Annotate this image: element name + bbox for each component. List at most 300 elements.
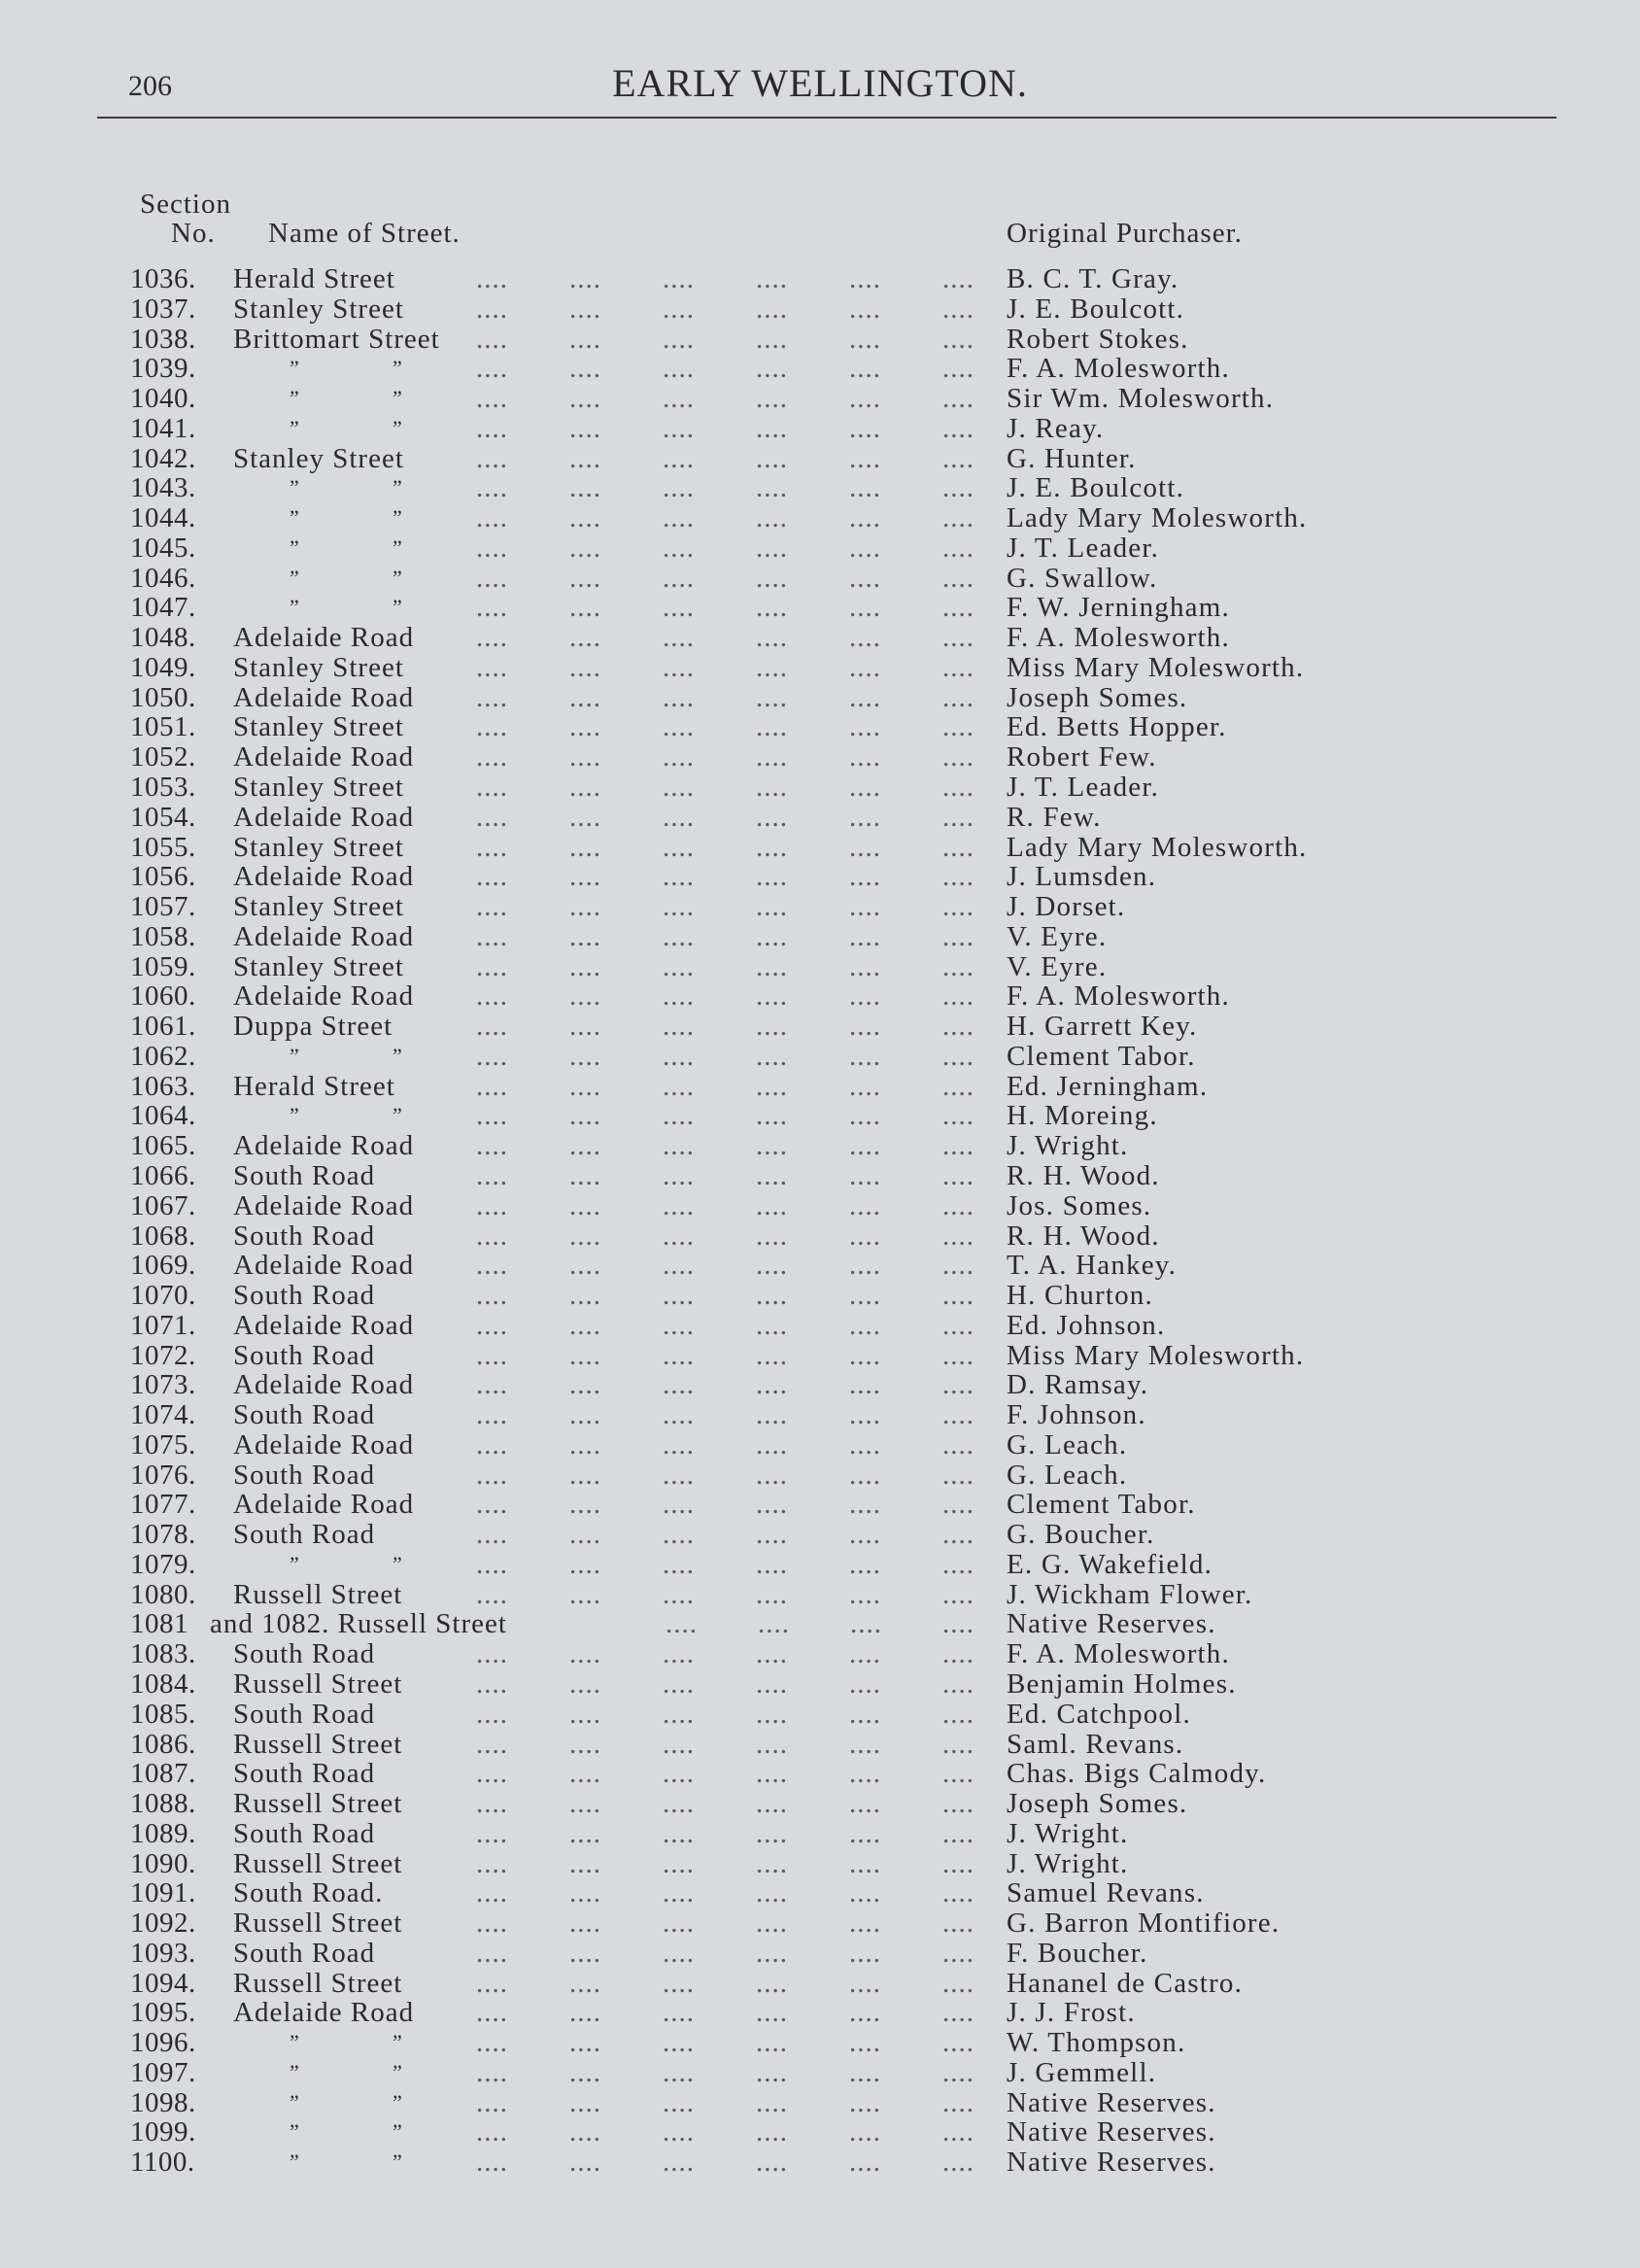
leader-dots: .... .... .... .... .... .... xyxy=(476,1667,974,1700)
original-purchaser: Clement Tabor. xyxy=(1007,1489,1196,1521)
original-purchaser: J. Wright. xyxy=(1007,1817,1129,1849)
table-row xyxy=(0,294,1640,325)
original-purchaser: B. C. T. Gray. xyxy=(1007,263,1179,294)
leader-dots: .... .... .... .... .... .... xyxy=(476,1100,974,1132)
original-purchaser: J. E. Boulcott. xyxy=(1007,472,1185,504)
street-name: Stanley Street xyxy=(233,651,404,683)
section-number: 1060. xyxy=(130,980,196,1013)
street-name: South Road xyxy=(233,1459,376,1491)
table-row xyxy=(0,1490,1640,1520)
street-name: Duppa Street xyxy=(233,1011,393,1043)
original-purchaser: T. A. Hankey. xyxy=(1007,1250,1178,1282)
section-number: 1069. xyxy=(130,1250,196,1282)
street-name: Adelaide Road xyxy=(233,681,415,713)
street-name: Stanley Street xyxy=(233,711,404,743)
original-purchaser: Native Reserves. xyxy=(1007,2147,1216,2179)
street-name: Adelaide Road xyxy=(233,920,415,952)
leader-dots: .... .... .... .... .... .... xyxy=(476,1011,974,1043)
table-row xyxy=(0,1311,1640,1341)
table-row xyxy=(0,1700,1640,1730)
leader-dots: .... .... .... .... .... .... xyxy=(476,1907,974,1940)
street-name: Stanley Street xyxy=(233,950,404,982)
street-name: Russell Street xyxy=(233,1967,403,1999)
original-purchaser: E. G. Wakefield. xyxy=(1007,1548,1213,1580)
section-number: 1073. xyxy=(130,1369,196,1401)
street-name: Adelaide Road xyxy=(233,622,415,654)
leader-dots: .... .... .... .... .... .... xyxy=(476,950,974,982)
street-name: Stanley Street xyxy=(233,891,404,923)
section-number: 1064. xyxy=(130,1100,196,1132)
original-purchaser: J. E. Boulcott. xyxy=(1007,292,1185,325)
section-number: 1042. xyxy=(130,442,196,474)
section-number: 1077. xyxy=(130,1489,196,1521)
section-number: 1095. xyxy=(130,1997,196,2029)
ditto-mark-1: ” xyxy=(290,1551,299,1576)
table-row xyxy=(0,1789,1640,1819)
street-name: Adelaide Road xyxy=(233,980,415,1013)
table-row xyxy=(0,1908,1640,1939)
column-header-section: Section xyxy=(140,189,231,220)
table-row xyxy=(0,444,1640,474)
section-number: 1051. xyxy=(130,711,196,743)
original-purchaser: G. Boucher. xyxy=(1007,1519,1155,1551)
street-name: Adelaide Road xyxy=(233,1428,415,1460)
street-name: Adelaide Road xyxy=(233,1489,415,1521)
original-purchaser: J. T. Leader. xyxy=(1007,772,1160,804)
street-name: South Road xyxy=(233,1339,376,1371)
leader-dots: .... .... .... .... xyxy=(666,1608,974,1640)
table-row xyxy=(0,503,1640,533)
original-purchaser: F. A. Molesworth. xyxy=(1007,1638,1230,1670)
street-name: Adelaide Road xyxy=(233,741,415,773)
street-name: Stanley Street xyxy=(233,772,404,804)
leader-dots: .... .... .... .... .... .... xyxy=(476,1519,974,1551)
original-purchaser: Robert Stokes. xyxy=(1007,323,1189,355)
ditto-mark-1: ” xyxy=(290,2149,299,2175)
street-name: Stanley Street xyxy=(233,442,404,474)
table-row xyxy=(0,414,1640,444)
section-number: 1081 xyxy=(130,1608,188,1640)
street-name: South Road xyxy=(233,1399,376,1431)
section-number: 1044. xyxy=(130,502,196,534)
leader-dots: .... .... .... .... .... .... xyxy=(476,1309,974,1341)
section-number: 1099. xyxy=(130,2116,196,2148)
ditto-mark-1: ” xyxy=(290,1043,299,1068)
leader-dots: .... .... .... .... .... .... xyxy=(476,1728,974,1760)
original-purchaser: Ed. Jerningham. xyxy=(1007,1070,1209,1102)
table-row xyxy=(0,325,1640,355)
original-purchaser: J. Wright. xyxy=(1007,1847,1129,1879)
original-purchaser: J. Wickham Flower. xyxy=(1007,1578,1253,1610)
table-row xyxy=(0,653,1640,683)
street-name: Herald Street xyxy=(233,263,395,294)
table-row xyxy=(0,1131,1640,1161)
running-title: EARLY WELLINGTON. xyxy=(612,61,1028,105)
table-row xyxy=(0,623,1640,653)
section-number: 1053. xyxy=(130,772,196,804)
section-number: 1065. xyxy=(130,1130,196,1162)
leader-dots: .... .... .... .... .... .... xyxy=(476,1399,974,1431)
leader-dots: .... .... .... .... .... .... xyxy=(476,1877,974,1909)
table-row xyxy=(0,1969,1640,1999)
section-number: 1100. xyxy=(130,2147,195,2179)
original-purchaser: Ed. Catchpool. xyxy=(1007,1698,1191,1730)
original-purchaser: Miss Mary Molesworth. xyxy=(1007,1339,1305,1371)
section-number: 1090. xyxy=(130,1847,196,1879)
ditto-mark-1: ” xyxy=(290,534,299,560)
table-row xyxy=(0,1191,1640,1221)
leader-dots: .... .... .... .... .... .... xyxy=(476,1250,974,1282)
section-number: 1092. xyxy=(130,1907,196,1940)
section-number: 1054. xyxy=(130,801,196,833)
table-row xyxy=(0,2058,1640,2088)
section-number: 1084. xyxy=(130,1667,196,1700)
table-row xyxy=(0,712,1640,742)
section-number: 1086. xyxy=(130,1728,196,1760)
column-header-purchaser: Original Purchaser. xyxy=(1007,218,1243,249)
original-purchaser: R. Few. xyxy=(1007,801,1102,833)
leader-dots: .... .... .... .... .... .... xyxy=(476,1997,974,2029)
section-number: 1048. xyxy=(130,622,196,654)
leader-dots: .... .... .... .... .... .... xyxy=(476,1070,974,1102)
original-purchaser: Sir Wm. Molesworth. xyxy=(1007,383,1275,415)
original-purchaser: J. Reay. xyxy=(1007,412,1105,444)
leader-dots: .... .... .... .... .... .... xyxy=(476,1339,974,1371)
street-name: Adelaide Road xyxy=(233,1189,415,1221)
original-purchaser: J. Gemmell. xyxy=(1007,2056,1157,2088)
leader-dots: .... .... .... .... .... .... xyxy=(476,263,974,294)
section-number: 1061. xyxy=(130,1011,196,1043)
section-number: 1046. xyxy=(130,562,196,594)
original-purchaser: G. Leach. xyxy=(1007,1459,1128,1491)
section-number: 1049. xyxy=(130,651,196,683)
table-row xyxy=(0,981,1640,1012)
ditto-mark-1: ” xyxy=(290,2119,299,2145)
table-row xyxy=(0,1281,1640,1311)
table-row xyxy=(0,1341,1640,1371)
section-number: 1079. xyxy=(130,1548,196,1580)
original-purchaser: F. A. Molesworth. xyxy=(1007,622,1230,654)
leader-dots: .... .... .... .... .... .... xyxy=(476,1159,974,1191)
leader-dots: .... .... .... .... .... .... xyxy=(476,1220,974,1252)
section-number: 1089. xyxy=(130,1817,196,1849)
street-name: Adelaide Road xyxy=(233,1130,415,1162)
section-number: 1038. xyxy=(130,323,196,355)
ditto-mark-2: ” xyxy=(393,386,402,411)
original-purchaser: Chas. Bigs Calmody. xyxy=(1007,1758,1267,1790)
leader-dots: .... .... .... .... .... .... xyxy=(476,412,974,444)
section-number: 1043. xyxy=(130,472,196,504)
section-number: 1070. xyxy=(130,1280,196,1312)
street-name: Russell Street xyxy=(233,1847,403,1879)
section-number: 1093. xyxy=(130,1937,196,1969)
table-row xyxy=(0,803,1640,833)
leader-dots: .... .... .... .... .... .... xyxy=(476,502,974,534)
table-row xyxy=(0,1550,1640,1580)
original-purchaser: W. Thompson. xyxy=(1007,2027,1186,2059)
table-row xyxy=(0,1430,1640,1460)
table-row xyxy=(0,833,1640,863)
original-purchaser: G. Barron Montifiore. xyxy=(1007,1907,1281,1940)
section-number: 1091. xyxy=(130,1877,196,1909)
street-name: Russell Street xyxy=(233,1578,403,1610)
table-row xyxy=(0,1878,1640,1908)
table-row xyxy=(0,862,1640,892)
table-row xyxy=(0,1161,1640,1191)
ditto-mark-1: ” xyxy=(290,2030,299,2055)
section-number: 1087. xyxy=(130,1758,196,1790)
ditto-mark-2: ” xyxy=(393,534,402,560)
street-name: and 1082. Russell Street xyxy=(210,1608,507,1640)
original-purchaser: V. Eyre. xyxy=(1007,950,1108,982)
leader-dots: .... .... .... .... .... .... xyxy=(476,353,974,385)
leader-dots: .... .... .... .... .... .... xyxy=(476,1758,974,1790)
leader-dots: .... .... .... .... .... .... xyxy=(476,1578,974,1610)
original-purchaser: Robert Few. xyxy=(1007,741,1157,773)
ditto-mark-2: ” xyxy=(393,1551,402,1576)
street-name: Adelaide Road xyxy=(233,1997,415,2029)
leader-dots: .... .... .... .... .... .... xyxy=(476,1428,974,1460)
leader-dots: .... .... .... .... .... .... xyxy=(476,592,974,624)
ditto-mark-1: ” xyxy=(290,1103,299,1128)
section-number: 1057. xyxy=(130,891,196,923)
table-row xyxy=(0,742,1640,773)
original-purchaser: Native Reserves. xyxy=(1007,1608,1216,1640)
original-purchaser: R. H. Wood. xyxy=(1007,1159,1160,1191)
table-row xyxy=(0,1609,1640,1639)
section-number: 1045. xyxy=(130,532,196,564)
leader-dots: .... .... .... .... .... .... xyxy=(476,1489,974,1521)
street-name: Russell Street xyxy=(233,1728,403,1760)
original-purchaser: H. Moreing. xyxy=(1007,1100,1158,1132)
table-row xyxy=(0,1669,1640,1700)
section-number: 1078. xyxy=(130,1519,196,1551)
original-purchaser: F. A. Molesworth. xyxy=(1007,980,1230,1013)
section-number: 1036. xyxy=(130,263,196,294)
page-number: 206 xyxy=(128,70,172,102)
table-row xyxy=(0,922,1640,952)
original-purchaser: Miss Mary Molesworth. xyxy=(1007,651,1305,683)
street-name: South Road xyxy=(233,1638,376,1670)
section-number: 1068. xyxy=(130,1220,196,1252)
original-purchaser: Ed. Johnson. xyxy=(1007,1309,1166,1341)
ditto-mark-2: ” xyxy=(393,2149,402,2175)
ditto-mark-2: ” xyxy=(393,1103,402,1128)
original-purchaser: Samuel Revans. xyxy=(1007,1877,1205,1909)
leader-dots: .... .... .... .... .... .... xyxy=(476,980,974,1013)
leader-dots: .... .... .... .... .... .... xyxy=(476,772,974,804)
leader-dots: .... .... .... .... .... .... xyxy=(476,562,974,594)
original-purchaser: G. Swallow. xyxy=(1007,562,1158,594)
original-purchaser: J. J. Frost. xyxy=(1007,1997,1136,2029)
table-row xyxy=(0,264,1640,294)
table-row xyxy=(0,1849,1640,1879)
original-purchaser: Joseph Somes. xyxy=(1007,1788,1188,1820)
street-name: South Road xyxy=(233,1280,376,1312)
street-name: South Road xyxy=(233,1937,376,1969)
section-number: 1067. xyxy=(130,1189,196,1221)
original-purchaser: J. Wright. xyxy=(1007,1130,1129,1162)
section-number: 1059. xyxy=(130,950,196,982)
original-purchaser: Native Reserves. xyxy=(1007,2086,1216,2118)
leader-dots: .... .... .... .... .... .... xyxy=(476,891,974,923)
table-row xyxy=(0,2028,1640,2058)
section-number: 1072. xyxy=(130,1339,196,1371)
table-row xyxy=(0,2117,1640,2148)
leader-dots: .... .... .... .... .... .... xyxy=(476,2056,974,2088)
section-number: 1096. xyxy=(130,2027,196,2059)
ditto-mark-1: ” xyxy=(290,565,299,590)
leader-dots: .... .... .... .... .... .... xyxy=(476,1548,974,1580)
street-name: South Road xyxy=(233,1220,376,1252)
original-purchaser: F. Boucher. xyxy=(1007,1937,1148,1969)
leader-dots: .... .... .... .... .... .... xyxy=(476,2027,974,2059)
ditto-mark-1: ” xyxy=(290,475,299,500)
ditto-mark-2: ” xyxy=(393,415,402,440)
section-number: 1050. xyxy=(130,681,196,713)
street-name: Stanley Street xyxy=(233,292,404,325)
ditto-mark-1: ” xyxy=(290,505,299,531)
section-number: 1037. xyxy=(130,292,196,325)
leader-dots: .... .... .... .... .... .... xyxy=(476,1817,974,1849)
original-purchaser: H. Churton. xyxy=(1007,1280,1153,1312)
table-row xyxy=(0,1042,1640,1072)
street-name: Herald Street xyxy=(233,1070,395,1102)
leader-dots: .... .... .... .... .... .... xyxy=(476,1040,974,1072)
table-row xyxy=(0,1460,1640,1491)
street-name: South Road xyxy=(233,1758,376,1790)
ditto-mark-2: ” xyxy=(393,2089,402,2114)
leader-dots: .... .... .... .... .... .... xyxy=(476,1189,974,1221)
leader-dots: .... .... .... .... .... .... xyxy=(476,2086,974,2118)
leader-dots: .... .... .... .... .... .... xyxy=(476,1638,974,1670)
table-row xyxy=(0,2148,1640,2178)
ditto-mark-2: ” xyxy=(393,565,402,590)
leader-dots: .... .... .... .... .... .... xyxy=(476,472,974,504)
street-name: Russell Street xyxy=(233,1907,403,1940)
section-number: 1080. xyxy=(130,1578,196,1610)
ditto-mark-2: ” xyxy=(393,475,402,500)
leader-dots: .... .... .... .... .... .... xyxy=(476,801,974,833)
table-row xyxy=(0,1101,1640,1131)
original-purchaser: Lady Mary Molesworth. xyxy=(1007,831,1308,863)
section-number: 1058. xyxy=(130,920,196,952)
section-number: 1075. xyxy=(130,1428,196,1460)
column-header-no: No. xyxy=(171,218,216,249)
section-number: 1094. xyxy=(130,1967,196,1999)
street-name: South Road xyxy=(233,1698,376,1730)
leader-dots: .... .... .... .... .... .... xyxy=(476,1967,974,1999)
leader-dots: .... .... .... .... .... .... xyxy=(476,1130,974,1162)
ditto-mark-2: ” xyxy=(393,2059,402,2084)
street-name: Adelaide Road xyxy=(233,1309,415,1341)
leader-dots: .... .... .... .... .... .... xyxy=(476,622,974,654)
original-purchaser: G. Leach. xyxy=(1007,1428,1128,1460)
ditto-mark-1: ” xyxy=(290,2089,299,2114)
table-row xyxy=(0,354,1640,384)
original-purchaser: H. Garrett Key. xyxy=(1007,1011,1198,1043)
table-row xyxy=(0,2088,1640,2118)
section-number: 1066. xyxy=(130,1159,196,1191)
street-name: Russell Street xyxy=(233,1788,403,1820)
original-purchaser: Clement Tabor. xyxy=(1007,1040,1196,1072)
ditto-mark-1: ” xyxy=(290,595,299,620)
original-purchaser: F. W. Jerningham. xyxy=(1007,592,1230,624)
section-number: 1047. xyxy=(130,592,196,624)
ditto-mark-2: ” xyxy=(393,595,402,620)
ditto-mark-1: ” xyxy=(290,386,299,411)
table-row xyxy=(0,1998,1640,2028)
ditto-mark-2: ” xyxy=(393,2030,402,2055)
street-name: Brittomart Street xyxy=(233,323,440,355)
table-row xyxy=(0,1730,1640,1760)
original-purchaser: Hananel de Castro. xyxy=(1007,1967,1244,1999)
original-purchaser: Benjamin Holmes. xyxy=(1007,1667,1237,1700)
original-purchaser: Native Reserves. xyxy=(1007,2116,1216,2148)
ditto-mark-1: ” xyxy=(290,2059,299,2084)
street-name: South Road. xyxy=(233,1877,384,1909)
section-number: 1098. xyxy=(130,2086,196,2118)
table-row xyxy=(0,1759,1640,1789)
street-name: South Road xyxy=(233,1817,376,1849)
ditto-mark-2: ” xyxy=(393,505,402,531)
section-number: 1074. xyxy=(130,1399,196,1431)
leader-dots: .... .... .... .... .... .... xyxy=(476,1459,974,1491)
ditto-mark-2: ” xyxy=(393,1043,402,1068)
leader-dots: .... .... .... .... .... .... xyxy=(476,442,974,474)
original-purchaser: J. Lumsden. xyxy=(1007,861,1157,893)
table-row xyxy=(0,1819,1640,1849)
leader-dots: .... .... .... .... .... .... xyxy=(476,1847,974,1879)
table-row xyxy=(0,384,1640,414)
section-number: 1071. xyxy=(130,1309,196,1341)
table-row xyxy=(0,1520,1640,1550)
street-name: Stanley Street xyxy=(233,831,404,863)
leader-dots: .... .... .... .... .... .... xyxy=(476,711,974,743)
leader-dots: .... .... .... .... .... .... xyxy=(476,1788,974,1820)
table-row xyxy=(0,1580,1640,1610)
ditto-mark-1: ” xyxy=(290,415,299,440)
table-row xyxy=(0,533,1640,564)
table-row xyxy=(0,593,1640,623)
original-purchaser: Joseph Somes. xyxy=(1007,681,1188,713)
street-name: South Road xyxy=(233,1159,376,1191)
section-number: 1076. xyxy=(130,1459,196,1491)
street-name: Adelaide Road xyxy=(233,1250,415,1282)
original-purchaser: V. Eyre. xyxy=(1007,920,1108,952)
table-row xyxy=(0,1400,1640,1430)
leader-dots: .... .... .... .... .... .... xyxy=(476,741,974,773)
section-number: 1088. xyxy=(130,1788,196,1820)
table-row xyxy=(0,564,1640,594)
street-name: Adelaide Road xyxy=(233,1369,415,1401)
leader-dots: .... .... .... .... .... .... xyxy=(476,383,974,415)
original-purchaser: Saml. Revans. xyxy=(1007,1728,1184,1760)
original-purchaser: F. A. Molesworth. xyxy=(1007,353,1230,385)
section-number: 1041. xyxy=(130,412,196,444)
section-number: 1085. xyxy=(130,1698,196,1730)
original-purchaser: D. Ramsay. xyxy=(1007,1369,1149,1401)
original-purchaser: J. T. Leader. xyxy=(1007,532,1160,564)
header-rule xyxy=(97,117,1556,119)
table-row xyxy=(0,1251,1640,1281)
ditto-mark-1: ” xyxy=(290,356,299,381)
leader-dots: .... .... .... .... .... .... xyxy=(476,1280,974,1312)
leader-dots: .... .... .... .... .... .... xyxy=(476,532,974,564)
section-number: 1055. xyxy=(130,831,196,863)
section-number: 1039. xyxy=(130,353,196,385)
original-purchaser: J. Dorset. xyxy=(1007,891,1126,923)
